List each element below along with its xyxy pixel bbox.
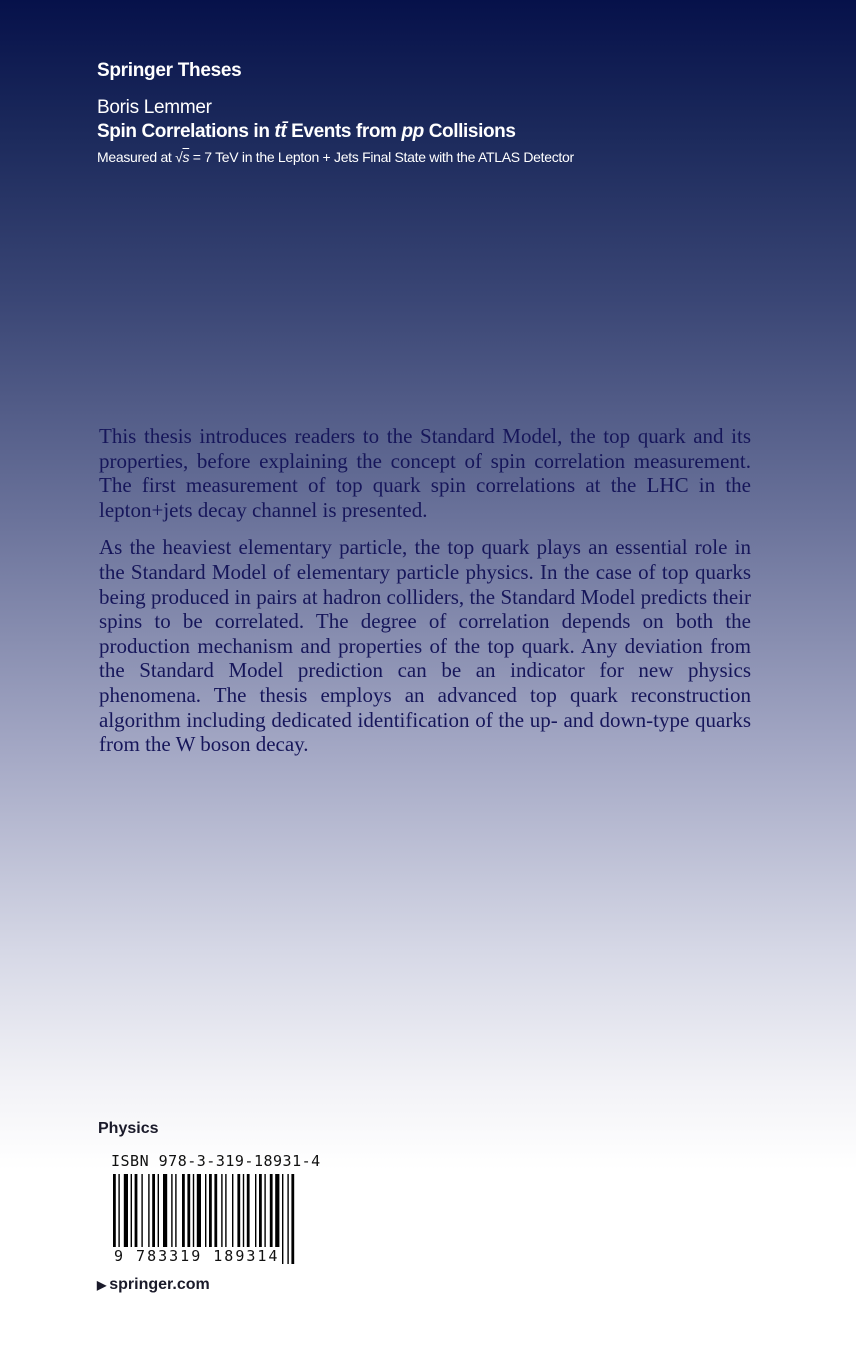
isbn-text: ISBN 978-3-319-18931-4	[111, 1152, 321, 1170]
title-prefix: Spin Correlations in	[97, 121, 275, 142]
series-name: Springer Theses	[97, 60, 242, 81]
book-title	[97, 121, 516, 143]
title-mid: Events from	[286, 121, 402, 142]
blurb-paragraph-2: As the heaviest elementary particle, the top quark plays an essential role in the Standard Model of elementary particle physics. In the case of top quarks being produced in pairs at hadron colliders, the Standard Model predicts their spins to be correlated. The degree of correlation depends on both the production mechanism and properties of the top quark. Any deviation from the Standard Model prediction can be an indicator for new physics phenomena. The thesis employs an advanced top quark reconstruction algorithm including dedicated identification of the up- and down-type quarks from the W boson decay.	[99, 535, 751, 757]
website-label: springer.com	[109, 1276, 210, 1293]
author-name: Boris Lemmer	[97, 97, 212, 118]
publisher-website[interactable]	[97, 1276, 210, 1294]
title-pp: pp	[401, 121, 424, 142]
title-tt: tt̄	[274, 121, 287, 142]
subtitle-prefix: Measured at √	[97, 149, 183, 165]
subtitle-s: s	[182, 149, 190, 165]
barcode-digits: 9 783319 189314	[114, 1247, 280, 1265]
back-cover-blurb	[99, 424, 751, 770]
title-suffix: Collisions	[423, 121, 516, 142]
blurb-paragraph-1: This thesis introduces readers to the Standard Model, the top quark and its properties, before explaining the concept of spin correlation measurement. The first measurement of top quark spin correlations at the LHC in the lepton+jets decay channel is presented.	[99, 424, 751, 522]
barcode-bar	[287, 1174, 288, 1264]
barcode-bar	[291, 1174, 294, 1264]
barcode-bar	[282, 1174, 283, 1264]
subtitle-suffix: = 7 TeV in the Lepton + Jets Final State with the ATLAS Detector	[189, 149, 574, 165]
subject-label: Physics	[98, 1120, 159, 1137]
book-subtitle	[97, 149, 574, 165]
triangle-right-icon: ▶	[97, 1278, 107, 1292]
